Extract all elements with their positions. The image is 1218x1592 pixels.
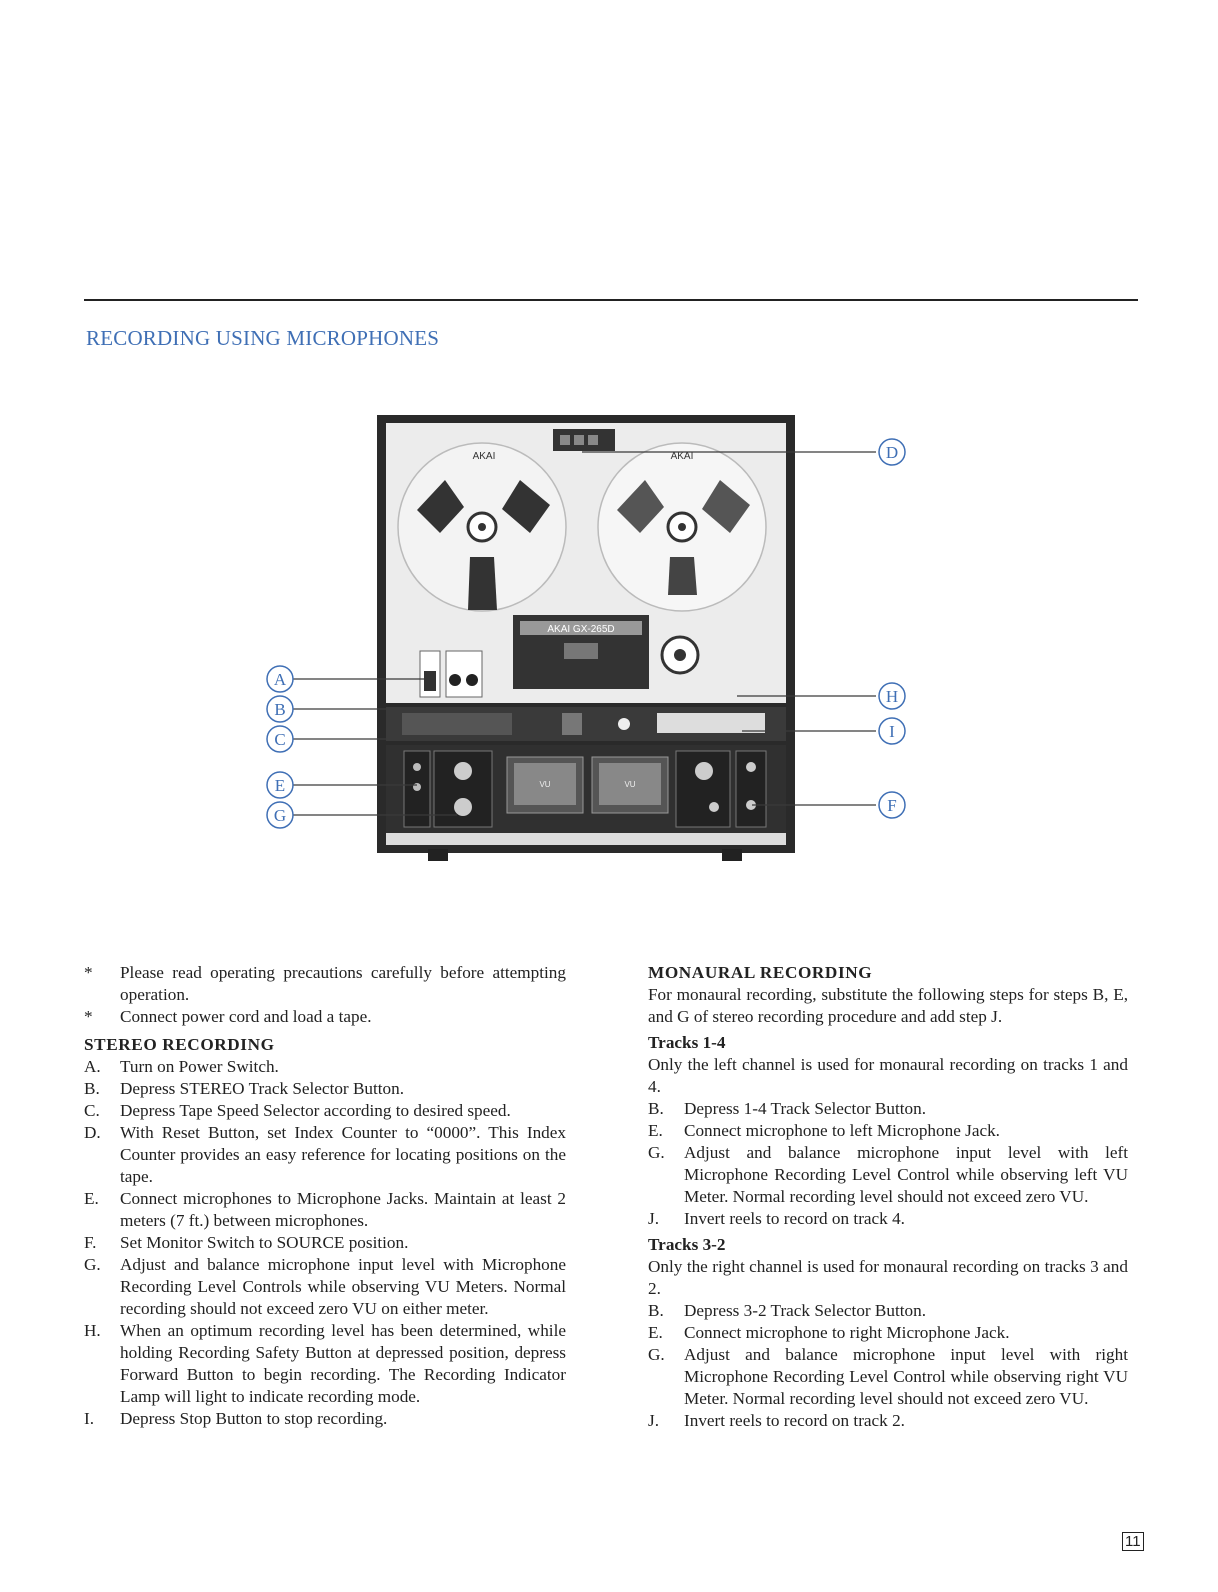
step-item: J. Invert reels to record on track 4. [648,1209,905,1228]
brand-right: AKAI [670,451,694,462]
svg-text:AKAI GX-265D: AKAI GX-265D [547,624,615,635]
step-item: E. Connect microphone to left Microphone Jack. [648,1121,1000,1140]
svg-text:A: A [273,670,287,689]
deck-foot-left [428,849,448,861]
svg-text:E: E [274,776,286,795]
step-item: F. Set Monitor Switch to SOURCE position. [84,1233,409,1252]
svg-text:VU: VU [539,780,551,789]
step-item: G. Adjust and balance microphone input level with Microphone Recording Level Controls while observing VU Meters. Normal recording should not exceed zero VU on either meter. [84,1255,566,1318]
tracks-14-intro: Only the left channel is used for monaural recording on tracks 1 and 4. [648,1055,1128,1096]
page-number: 11 [1122,1532,1144,1551]
step-item: D. With Reset Button, set Index Counter to “0000”. This Index Counter provides an easy reference for locating positions on the tape. [84,1123,566,1186]
right-column [648,962,1128,1432]
step-item: A. Turn on Power Switch. [84,1057,279,1076]
monaural-heading: MONAURAL RECORDING [648,963,873,982]
tracks-32-heading: Tracks 3-2 [648,1235,726,1254]
step-item: C. Depress Tape Speed Selector according to desired speed. [84,1101,511,1120]
tracks-32-intro: Only the right channel is used for monaural recording on tracks 3 and 2. [648,1257,1128,1298]
svg-text:H: H [885,687,899,706]
left-reel [398,443,566,611]
step-item: G. Adjust and balance microphone input level with right Microphone Recording Level Control while observing right VU Meter. Normal recording level should not exceed zero VU. [648,1345,1128,1408]
step-item: E. Connect microphones to Microphone Jacks. Maintain at least 2 meters (7 ft.) between microphones. [84,1189,566,1230]
step-item: B. Depress STEREO Track Selector Button. [84,1079,405,1098]
svg-text:I: I [889,722,895,741]
brand-left: AKAI [472,451,496,462]
note-item: * Connect power cord and load a tape. [84,1007,372,1026]
tracks-14-heading: Tracks 1-4 [648,1033,726,1052]
svg-text:VU: VU [624,780,636,789]
stereo-heading: STEREO RECORDING [84,1035,275,1054]
left-column [84,962,566,1430]
step-item: B. Depress 1-4 Track Selector Button. [648,1099,927,1118]
step-item: G. Adjust and balance microphone input level with left Microphone Recording Level Control while observing left VU Meter. Normal recording level should not exceed zero VU. [648,1143,1128,1206]
svg-text:G: G [273,806,287,825]
svg-text:D: D [885,443,899,462]
step-item: I. Depress Stop Button to stop recording. [84,1409,388,1428]
step-item: J. Invert reels to record on track 2. [648,1411,905,1430]
step-item: E. Connect microphone to right Microphone Jack. [648,1323,1010,1342]
svg-text:B: B [274,700,286,719]
top-rule [84,299,1138,301]
transport-buttons [657,713,765,733]
section-title: RECORDING USING MICROPHONES [86,326,440,350]
deck-foot-right [722,849,742,861]
svg-text:F: F [887,796,897,815]
step-item: H. When an optimum recording level has been determined, while holding Recording Safety Button at depressed position, depress Forward Button to begin recording. The Recording Indicator Lamp will light to indicate recording mode. [84,1321,566,1406]
right-reel [598,443,766,611]
note-item: * Please read operating precautions carefully before attempting operation. [84,963,566,1004]
monaural-intro: For monaural recording, substitute the following steps for steps B, E, and G of stereo recording procedure and add step J. [648,985,1128,1026]
tape-deck-figure [262,415,922,875]
step-item: B. Depress 3-2 Track Selector Button. [648,1301,927,1320]
svg-text:C: C [274,730,286,749]
